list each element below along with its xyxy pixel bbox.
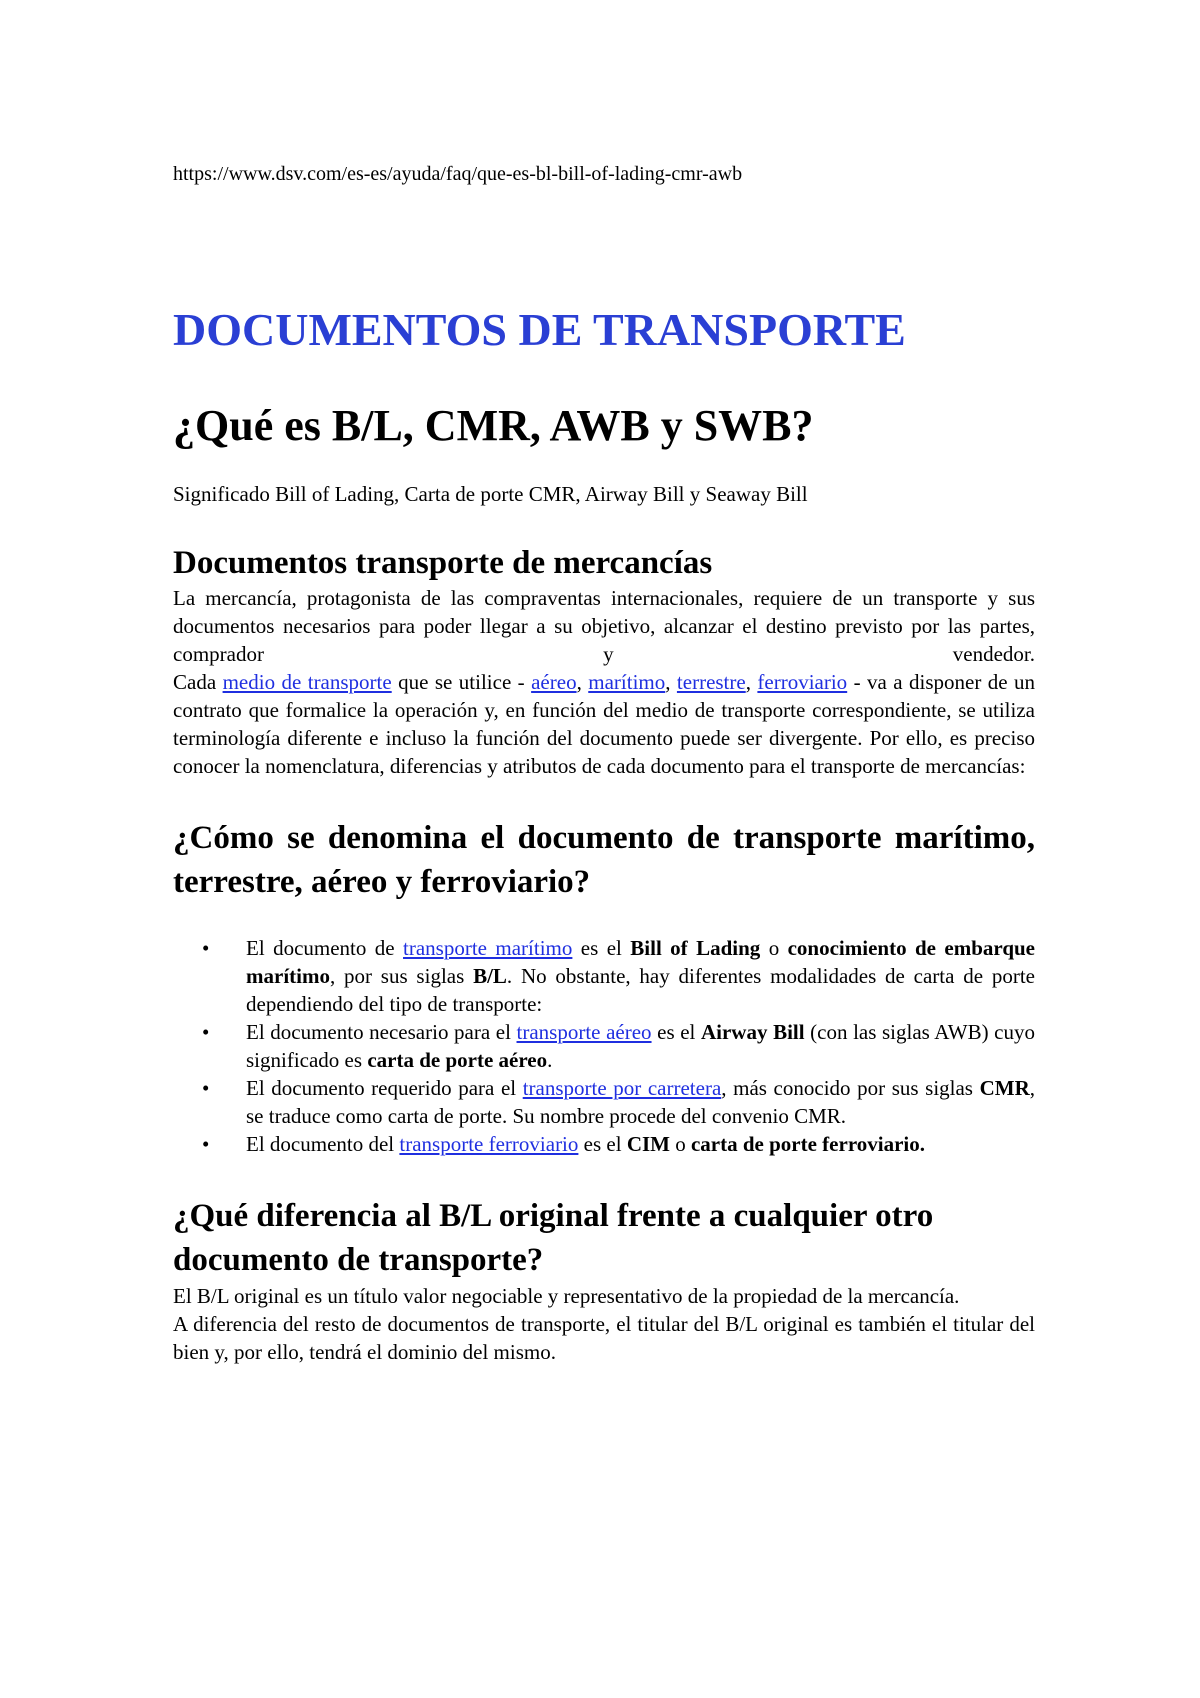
bold-text: carta de porte aéreo: [367, 1048, 548, 1072]
text-span: .: [547, 1048, 553, 1072]
text-span: , más conocido por sus siglas: [721, 1076, 980, 1100]
text-span: , se traduce como carta de porte. Su nombre procede del convenio CMR.: [246, 1076, 1035, 1128]
document-type-list: [173, 934, 1035, 1158]
text-span: - va a disponer de un contrato que formalice la operación y, en función del medio de transporte correspondiente, se utiliza terminología diferente e incluso la función del documento puede ser divergente. Por ello, es preciso conocer la nomenclatura, diferencias y atributos de cada documento para el transporte de mercancías:: [173, 670, 1035, 778]
bold-text: CIM: [626, 1132, 670, 1156]
question-heading-1: ¿Qué es B/L, CMR, AWB y SWB?: [173, 401, 814, 450]
text-span: es el: [572, 936, 631, 960]
text-span: que se utilice -: [391, 670, 532, 694]
bullet-icon: •: [202, 1076, 210, 1100]
bold-text: Bill of Lading: [630, 936, 761, 960]
text-span: es el: [651, 1020, 701, 1044]
text-span: El documento del: [246, 1132, 400, 1156]
paragraph-medio-transporte: [173, 668, 1035, 780]
section-heading-documentos: Documentos transporte de mercancías: [173, 545, 713, 581]
bullet-icon: •: [202, 1132, 210, 1156]
section-heading-denominacion: ¿Cómo se denomina el documento de transporte marítimo, terrestre, aéreo y ferroviario?: [173, 820, 1035, 900]
link-transporte-maritimo[interactable]: transporte marítimo: [403, 936, 573, 960]
section-heading-bl-original: ¿Qué diferencia al B/L original frente a cualquier otro documento de transporte?: [173, 1198, 934, 1278]
link-maritimo[interactable]: marítimo: [588, 670, 666, 694]
link-ferroviario[interactable]: ferroviario: [757, 670, 848, 694]
text-span: . No obstante, hay diferentes modalidades de carta de porte dependiendo del tipo de transporte:: [246, 964, 1035, 1016]
list-item-ferroviario: [202, 1130, 1035, 1158]
document-content: [173, 160, 1035, 1366]
bold-text: B/L: [473, 964, 507, 988]
paragraph-mercancia: La mercancía, protagonista de las compraventas internacionales, requiere de un transporte y sus documentos necesarios para poder llegar a su objetivo, alcanzar el destino previsto por las partes, comprador y vendedor.: [173, 586, 1035, 666]
link-terrestre[interactable]: terrestre: [676, 670, 746, 694]
text-span: El documento necesario para el: [246, 1020, 517, 1044]
text-span: ,: [576, 670, 589, 694]
text-span: ,: [745, 670, 758, 694]
text-span: El documento de: [246, 936, 404, 960]
bold-text: carta de porte ferroviario.: [690, 1132, 925, 1156]
main-title: DOCUMENTOS DE TRANSPORTE: [173, 304, 906, 355]
list-item-carretera: [202, 1074, 1035, 1130]
bold-text: CMR: [979, 1076, 1030, 1100]
list-item-maritimo: [202, 934, 1035, 1018]
list-item-aereo: [202, 1018, 1035, 1074]
bullet-icon: •: [202, 936, 210, 960]
paragraph-bl-titular: A diferencia del resto de documentos de transporte, el titular del B/L original es también el titular del bien y, por ello, tendrá el dominio del mismo.: [173, 1312, 1035, 1364]
text-span: (con las siglas AWB) cuyo significado es: [246, 1020, 1035, 1072]
bullet-icon: •: [202, 1020, 210, 1044]
text-span: , por sus siglas: [329, 964, 474, 988]
link-aereo[interactable]: aéreo: [531, 670, 577, 694]
text-span: Cada: [173, 670, 223, 694]
link-transporte-aereo[interactable]: transporte aéreo: [516, 1020, 652, 1044]
subtitle: Significado Bill of Lading, Carta de porte CMR, Airway Bill y Seaway Bill: [173, 482, 808, 506]
link-transporte-por-carretera[interactable]: transporte por carretera: [522, 1076, 722, 1100]
bold-text: Airway Bill: [700, 1020, 805, 1044]
bold-text: conocimiento de embarque marítimo: [246, 936, 1035, 988]
paragraph-bl-titulo-valor: El B/L original es un título valor negociable y representativo de la propiedad de la mercancía.: [173, 1284, 960, 1308]
text-span: o: [669, 1132, 691, 1156]
text-span: es el: [578, 1132, 627, 1156]
source-url: https://www.dsv.com/es-es/ayuda/faq/que-es-bl-bill-of-lading-cmr-awb: [173, 163, 743, 185]
text-span: El documento requerido para el: [246, 1076, 523, 1100]
link-transporte-ferroviario[interactable]: transporte ferroviario: [399, 1132, 579, 1156]
link-medio-de-transporte[interactable]: medio de transporte: [222, 670, 392, 694]
text-span: ,: [665, 670, 677, 694]
text-span: o: [760, 936, 788, 960]
